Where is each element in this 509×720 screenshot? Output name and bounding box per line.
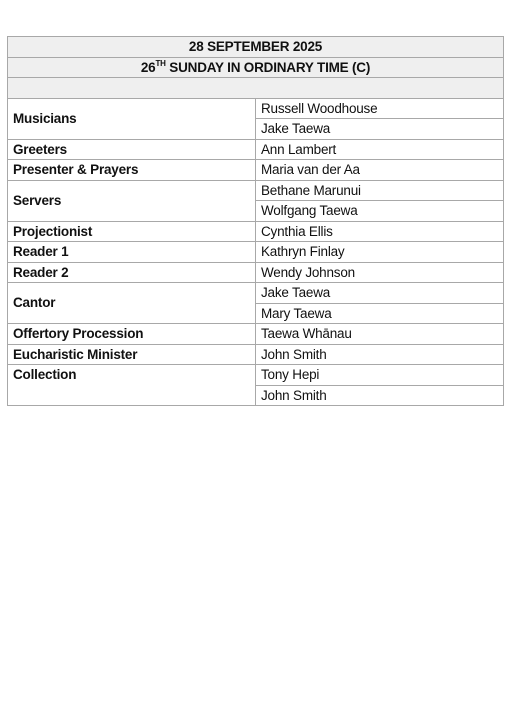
- role-greeters: Greeters: [8, 139, 256, 160]
- table-row: [8, 98, 504, 119]
- table-row: [8, 139, 504, 160]
- date-row: [8, 37, 504, 58]
- name-cell: Wendy Johnson: [256, 262, 504, 283]
- role-collection: Collection: [8, 365, 256, 406]
- occasion-number: 26: [140, 59, 156, 75]
- roster-table: [7, 36, 504, 406]
- occasion-row: [8, 57, 504, 78]
- name-cell: John Smith: [256, 385, 504, 406]
- table-row: [8, 242, 504, 263]
- name-cell: Mary Taewa: [256, 303, 504, 324]
- role-reader-2: Reader 2: [8, 262, 256, 283]
- role-reader-1: Reader 1: [8, 242, 256, 263]
- occasion-suffix: TH: [155, 58, 166, 68]
- name-cell: Kathryn Finlay: [256, 242, 504, 263]
- role-eucharistic-minister: Eucharistic Minister: [8, 344, 256, 365]
- table-row: [8, 283, 504, 304]
- name-cell: Taewa Whānau: [256, 324, 504, 345]
- name-cell: Maria van der Aa: [256, 160, 504, 181]
- role-cantor: Cantor: [8, 283, 256, 324]
- role-projectionist: Projectionist: [8, 221, 256, 242]
- name-cell: Russell Woodhouse: [256, 98, 504, 119]
- name-cell: Tony Hepi: [256, 365, 504, 386]
- name-cell: Jake Taewa: [256, 283, 504, 304]
- name-cell: Ann Lambert: [256, 139, 504, 160]
- table-row: [8, 324, 504, 345]
- table-row: [8, 160, 504, 181]
- name-cell: John Smith: [256, 344, 504, 365]
- table-row: [8, 344, 504, 365]
- role-offertory-procession: Offertory Procession: [8, 324, 256, 345]
- table-row: [8, 221, 504, 242]
- name-cell: Wolfgang Taewa: [256, 201, 504, 222]
- spacer-cell: [8, 78, 504, 99]
- role-presenter-prayers: Presenter & Prayers: [8, 160, 256, 181]
- table-row: [8, 262, 504, 283]
- role-musicians: Musicians: [8, 98, 256, 139]
- spacer-row: [8, 78, 504, 99]
- occasion-text: SUNDAY IN ORDINARY TIME (C): [165, 59, 371, 75]
- role-servers: Servers: [8, 180, 256, 221]
- table-row: [8, 365, 504, 386]
- name-cell: Cynthia Ellis: [256, 221, 504, 242]
- occasion-heading: [8, 57, 504, 78]
- name-cell: Jake Taewa: [256, 119, 504, 140]
- table-row: [8, 180, 504, 201]
- name-cell: Bethane Marunui: [256, 180, 504, 201]
- date-heading: 28 SEPTEMBER 2025: [8, 37, 504, 58]
